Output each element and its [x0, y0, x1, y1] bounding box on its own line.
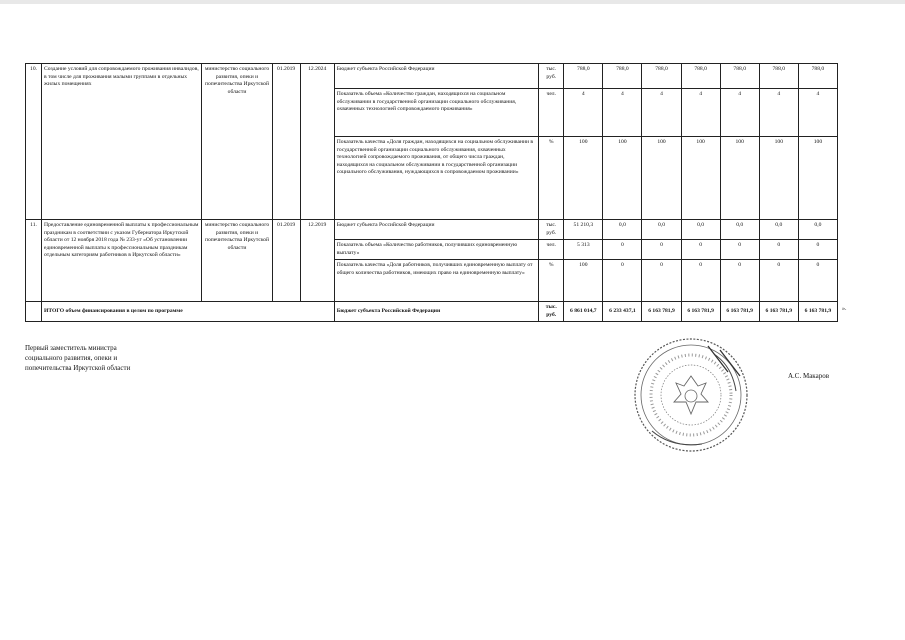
value-cell: 0,0	[642, 220, 681, 240]
value-cell: 100	[564, 137, 603, 220]
value-cell: 788,0	[720, 64, 759, 89]
value-cell: 100	[564, 260, 603, 302]
unit-cell: чел.	[539, 240, 564, 260]
value-cell: 6 163 781,9	[798, 302, 837, 322]
row-number: 10.	[26, 64, 42, 220]
value-cell: 0,0	[720, 220, 759, 240]
activity-cell: Предоставление единовременной выплаты к профессиональным праздникам в соответствии с указом Губернатора Иркутской области от 12 ноября 2018 года № 233-уг «Об установлении единовременной выплаты к профессиональным праздникам отдельным категориям работников в Иркутской области»	[42, 220, 202, 302]
closing-quote-mark: ».	[842, 306, 847, 312]
value-cell: 0,0	[798, 220, 837, 240]
activity-cell: Создание условий для сопровождаемого проживания инвалидов, в том числе для проживания малыми группами в отдельных жилых помещениях	[42, 64, 202, 220]
value-cell: 788,0	[681, 64, 720, 89]
unit-cell: тыс. руб.	[539, 64, 564, 89]
value-cell: 788,0	[564, 64, 603, 89]
value-cell: 100	[759, 137, 798, 220]
value-cell: 6 861 014,7	[564, 302, 603, 322]
indicator-cell: Бюджет субъекта Российской Федерации	[334, 220, 539, 240]
indicator-cell: Показатель качества «Доля граждан, находящихся на социальном обслуживании в государственной организации социального обслуживания, охваченных технологией сопровождаемого проживания, от общего числа граждан, находящихся на социальном обслуживании в государственной организации социального обслуживания, нуждающихся в сопровождаемом проживании»	[334, 137, 539, 220]
official-seal-icon	[632, 336, 750, 454]
value-cell: 4	[564, 89, 603, 137]
signatory-name: А.С. Макаров	[788, 372, 830, 380]
value-cell: 100	[798, 137, 837, 220]
value-cell: 4	[603, 89, 642, 137]
end-date-cell: 12.2019	[300, 220, 334, 302]
value-cell: 4	[681, 89, 720, 137]
indicator-cell: Бюджет субъекта Российской Федерации	[334, 64, 539, 89]
value-cell: 788,0	[798, 64, 837, 89]
value-cell: 0	[642, 260, 681, 302]
start-date-cell: 01.2019	[272, 64, 300, 220]
value-cell: 0	[720, 240, 759, 260]
indicator-cell: Бюджет субъекта Российской Федерации	[334, 302, 539, 322]
value-cell: 0	[759, 240, 798, 260]
value-cell: 4	[642, 89, 681, 137]
value-cell: 0	[603, 240, 642, 260]
value-cell: 4	[720, 89, 759, 137]
value-cell: 0	[798, 240, 837, 260]
value-cell: 6 163 781,9	[720, 302, 759, 322]
value-cell: 0,0	[759, 220, 798, 240]
unit-cell: %	[539, 137, 564, 220]
unit-cell: тыс. руб.	[539, 220, 564, 240]
total-row	[26, 302, 838, 322]
value-cell: 6 163 781,9	[681, 302, 720, 322]
value-cell: 788,0	[759, 64, 798, 89]
value-cell: 788,0	[603, 64, 642, 89]
indicator-cell: Показатель объема «Количество работников, получивших единовременную выплату»	[334, 240, 539, 260]
value-cell: 0	[798, 260, 837, 302]
position-line: Первый заместитель министра	[25, 344, 117, 352]
page-top-edge	[0, 0, 905, 4]
value-cell: 0	[642, 240, 681, 260]
value-cell: 788,0	[642, 64, 681, 89]
value-cell: 6 233 437,1	[603, 302, 642, 322]
value-cell: 0	[681, 260, 720, 302]
value-cell: 51 210,3	[564, 220, 603, 240]
start-date-cell: 01.2019	[272, 220, 300, 302]
row-number	[26, 302, 42, 322]
value-cell: 5 313	[564, 240, 603, 260]
value-cell: 100	[603, 137, 642, 220]
value-cell: 0,0	[603, 220, 642, 240]
value-cell: 0	[720, 260, 759, 302]
unit-cell: тыс. руб.	[539, 302, 564, 322]
end-date-cell: 12.2024	[300, 64, 334, 220]
indicator-cell: Показатель объема «Количество граждан, находящихся на социальном обслуживании в государственной организации социального обслуживания, охваченных технологией сопровождаемого проживания»	[334, 89, 539, 137]
value-cell: 4	[798, 89, 837, 137]
value-cell: 6 163 781,9	[642, 302, 681, 322]
unit-cell: %	[539, 260, 564, 302]
unit-cell: чел.	[539, 89, 564, 137]
total-label: ИТОГО объем финансирования в целом по программе	[42, 302, 335, 322]
value-cell: 4	[759, 89, 798, 137]
table-row	[26, 64, 838, 89]
value-cell: 0	[603, 260, 642, 302]
value-cell: 0	[681, 240, 720, 260]
position-line: попечительства Иркутской области	[25, 363, 131, 372]
value-cell: 100	[681, 137, 720, 220]
position-line: социального развития, опеки и	[25, 353, 118, 362]
table-row	[26, 220, 838, 240]
value-cell: 100	[720, 137, 759, 220]
value-cell: 0,0	[681, 220, 720, 240]
executor-cell: министерство социального развития, опеки и попечительства Иркутской области	[202, 220, 272, 302]
indicator-cell: Показатель качества «Доля работников, получивших единовременную выплату от общего количества работников, имеющих право на единовременную выплату»	[334, 260, 539, 302]
row-number: 11.	[26, 220, 42, 302]
program-table	[25, 63, 838, 322]
signatory-position	[25, 344, 225, 373]
value-cell: 100	[642, 137, 681, 220]
executor-cell: министерство социального развития, опеки и попечительства Иркутской области	[202, 64, 272, 220]
value-cell: 6 163 781,9	[759, 302, 798, 322]
value-cell: 0	[759, 260, 798, 302]
